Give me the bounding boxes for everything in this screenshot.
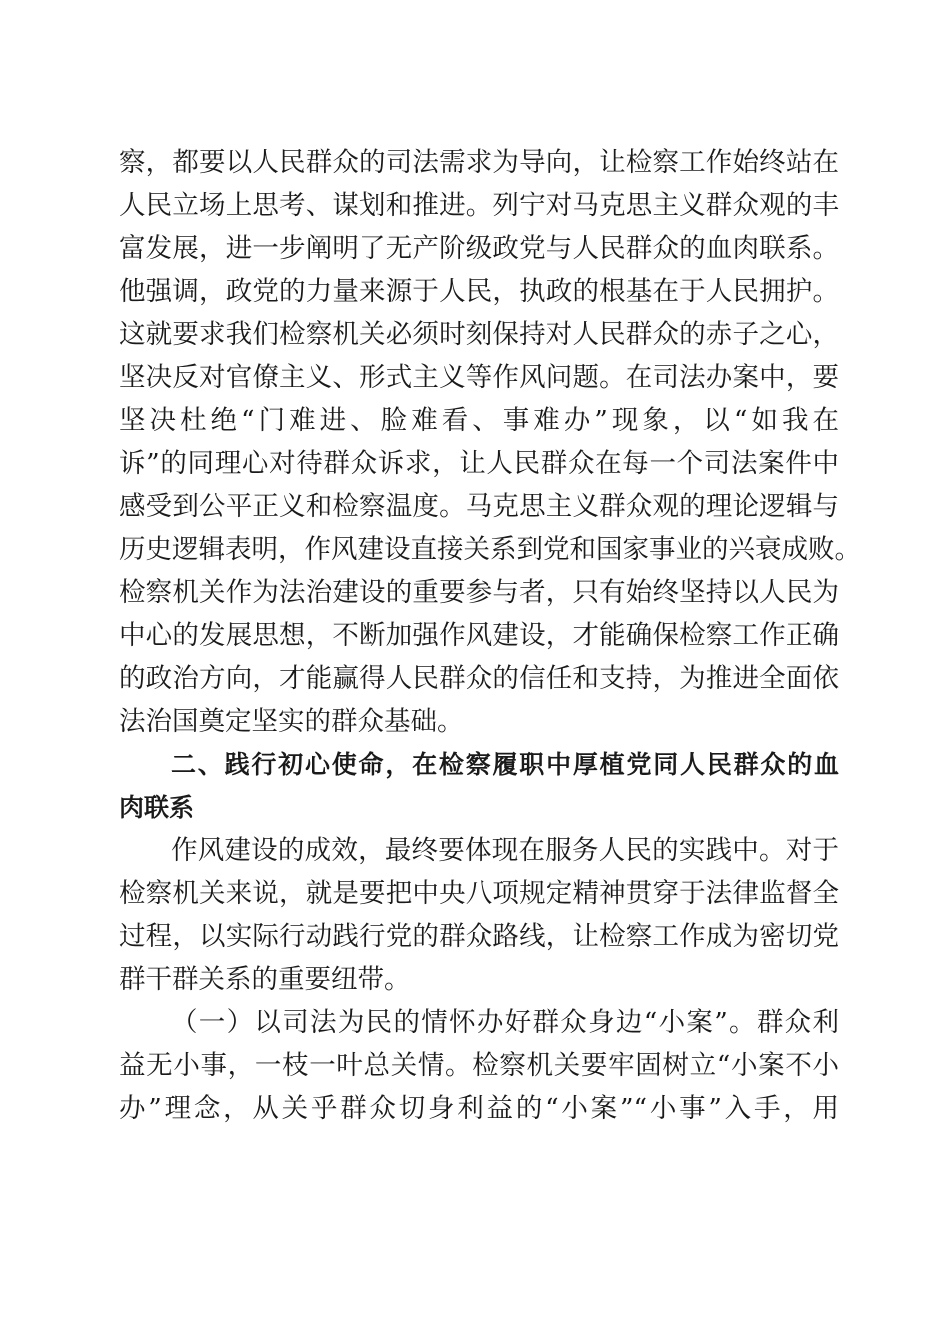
text-line: 感受到公平正义和检察温度。马克思主义群众观的理论逻辑与 — [119, 491, 839, 522]
text-line: 察，都要以人民群众的司法需求为导向，让检察工作始终站在 — [119, 147, 839, 178]
text-line: 这就要求我们检察机关必须时刻保持对人民群众的赤子之心， — [119, 319, 839, 350]
text-line: 法治国奠定坚实的群众基础。 — [119, 706, 464, 737]
text-line: （一）以司法为民的情怀办好群众身边“小案”。群众利 — [171, 1007, 839, 1038]
text-line: 历史逻辑表明，作风建设直接关系到党和国家事业的兴衰成败。 — [119, 534, 861, 565]
text-line: 诉”的同理心对待群众诉求，让人民群众在每一个司法案件中 — [119, 448, 839, 479]
text-line: 中心的发展思想，不断加强作风建设，才能确保检察工作正确 — [119, 620, 839, 651]
text-line: 的政治方向，才能赢得人民群众的信任和支持，为推进全面依 — [119, 663, 839, 694]
heading-line: 肉联系 — [119, 793, 195, 822]
text-line: 益无小事，一枝一叶总关情。检察机关要牢固树立“小案不小 — [119, 1050, 839, 1081]
text-line: 检察机关作为法治建设的重要参与者，只有始终坚持以人民为 — [119, 577, 839, 608]
heading-line: 二、践行初心使命，在检察履职中厚植党同人民群众的血 — [171, 750, 839, 779]
text-line: 过程，以实际行动践行党的群众路线，让检察工作成为密切党 — [119, 921, 839, 952]
text-line: 办”理念，从关乎群众切身利益的“小案”“小事”入手，用 — [119, 1093, 839, 1124]
text-line: 人民立场上思考、谋划和推进。列宁对马克思主义群众观的丰 — [119, 190, 839, 221]
text-line: 作风建设的成效，最终要体现在服务人民的实践中。对于 — [171, 835, 839, 866]
text-line: 检察机关来说，就是要把中央八项规定精神贯穿于法律监督全 — [119, 878, 839, 909]
text-line: 坚决杜绝“门难进、脸难看、事难办”现象，以“如我在 — [119, 405, 839, 436]
text-line: 坚决反对官僚主义、形式主义等作风问题。在司法办案中，要 — [119, 362, 839, 393]
text-line: 群干群关系的重要纽带。 — [119, 964, 411, 995]
text-line: 富发展，进一步阐明了无产阶级政党与人民群众的血肉联系。 — [119, 233, 839, 264]
text-line: 他强调，政党的力量来源于人民，执政的根基在于人民拥护。 — [119, 276, 839, 307]
